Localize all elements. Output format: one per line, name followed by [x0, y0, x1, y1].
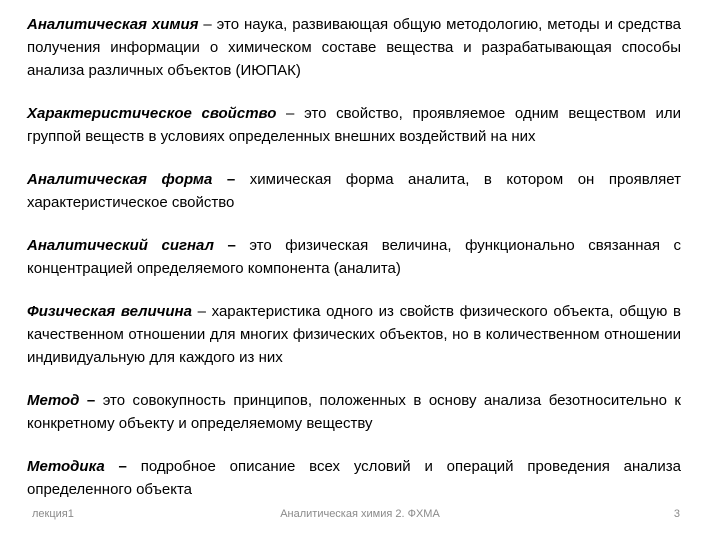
definition-text: это совокупность принципов, положенных в основу анализа безотносительно к конкретному объекту и определяемому веществу — [27, 392, 681, 432]
definition-analytical-chemistry — [27, 13, 681, 82]
definition-dash: – — [198, 16, 217, 33]
definition-term: Характеристическое свойство — [27, 105, 277, 122]
footer-lecture-label: лекция1 — [32, 508, 74, 520]
slide-content — [27, 13, 681, 521]
definition-analytical-signal — [27, 234, 681, 280]
slide-footer — [0, 508, 720, 526]
footer-page-number: 3 — [673, 508, 680, 520]
definition-term: Методика — [27, 458, 105, 475]
definition-term: Метод — [27, 392, 80, 409]
definition-text: это наука, развивающая общую методологию, методы и средства получения информации о химическом составе вещества и разрабатывающая способы анализа различных объектов (ИЮПАК) — [27, 16, 681, 79]
definition-method — [27, 389, 681, 435]
definition-text: характеристика одного из свойств физического объекта, общую в качественном отношении для многих физических объектов, но в количественном отношении индивидуальную для каждого из них — [27, 303, 682, 366]
definition-term: Физическая величина — [27, 303, 192, 320]
definition-analytical-form — [27, 168, 681, 214]
definition-dash: – — [191, 303, 212, 320]
definition-dash: – — [212, 171, 250, 188]
definition-text: химическая форма аналита, в котором он проявляет характеристическое свойство — [27, 171, 681, 211]
definition-dash: – — [79, 392, 103, 409]
definition-dash: – — [213, 237, 250, 254]
footer-course-title: Аналитическая химия 2. ФХМА — [280, 508, 440, 520]
definition-text: это свойство, проявляемое одним веществом или группой веществ в условиях определенных внешних воздействий на них — [27, 105, 681, 145]
definition-dash: – — [276, 105, 305, 122]
definition-text: это физическая величина, функционально связанная с концентрацией определяемого компонента (аналита) — [27, 237, 681, 277]
definition-term: Аналитическая форма — [27, 171, 213, 188]
definition-term: Аналитический сигнал — [27, 237, 214, 254]
definition-term: Аналитическая химия — [27, 16, 199, 33]
definition-dash: – — [104, 458, 141, 475]
definition-procedure — [27, 455, 681, 501]
definition-text: подробное описание всех условий и операций проведения анализа определенного объекта — [27, 458, 681, 498]
definition-physical-quantity — [27, 300, 681, 369]
definition-characteristic-property — [27, 102, 681, 148]
